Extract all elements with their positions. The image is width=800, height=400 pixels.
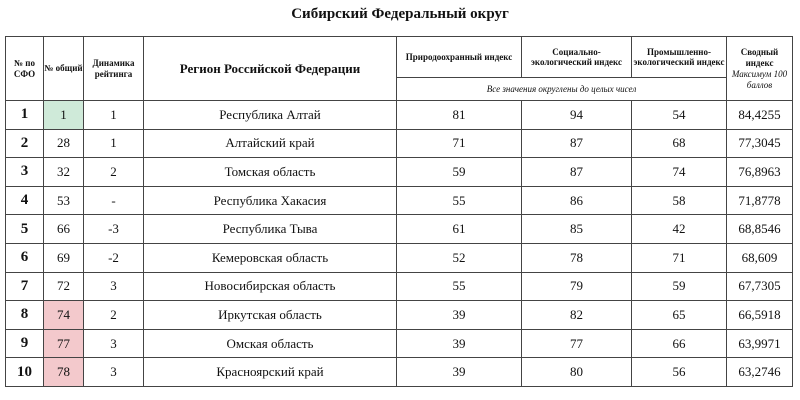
header-summary-sub: Максимум 100 баллов [731,68,788,90]
cell-industrial-index: 58 [632,186,727,215]
cell-nature-index: 39 [397,329,522,358]
cell-social-index: 86 [522,186,632,215]
cell-sfo-number: 7 [6,272,44,301]
cell-region: Республика Тыва [144,215,397,244]
cell-region: Республика Алтай [144,101,397,130]
header-summary-index [727,37,793,101]
cell-total-number: 78 [44,358,84,387]
cell-dynamics: -2 [84,243,144,272]
cell-summary-index: 77,3045 [727,129,793,158]
table-row [6,301,793,330]
cell-dynamics: 3 [84,358,144,387]
cell-dynamics: -3 [84,215,144,244]
cell-total-number: 74 [44,301,84,330]
cell-total-number: 28 [44,129,84,158]
cell-summary-index: 67,7305 [727,272,793,301]
cell-sfo-number: 3 [6,158,44,187]
cell-summary-index: 71,8778 [727,186,793,215]
header-region: Регион Российской Федерации [144,37,397,101]
cell-region: Омская область [144,329,397,358]
header-nature-index: Природоохранный индекс [397,37,522,78]
table-row [6,215,793,244]
cell-dynamics: 1 [84,129,144,158]
cell-region: Республика Хакасия [144,186,397,215]
cell-sfo-number: 10 [6,358,44,387]
table-row [6,186,793,215]
cell-region: Красноярский край [144,358,397,387]
cell-region: Кемеровская область [144,243,397,272]
cell-nature-index: 55 [397,272,522,301]
header-num-sfo: № по СФО [6,37,44,101]
cell-dynamics: 2 [84,301,144,330]
cell-dynamics: 3 [84,329,144,358]
cell-region: Иркутская область [144,301,397,330]
cell-nature-index: 52 [397,243,522,272]
cell-summary-index: 68,8546 [727,215,793,244]
cell-nature-index: 59 [397,158,522,187]
cell-dynamics: 1 [84,101,144,130]
table-row [6,101,793,130]
cell-social-index: 87 [522,129,632,158]
cell-social-index: 85 [522,215,632,244]
cell-nature-index: 71 [397,129,522,158]
header-dynamics: Динамика рейтинга [84,37,144,101]
cell-sfo-number: 5 [6,215,44,244]
cell-sfo-number: 1 [6,101,44,130]
cell-nature-index: 39 [397,358,522,387]
cell-social-index: 80 [522,358,632,387]
header-social-index: Социально-экологический индекс [522,37,632,78]
table-body [6,101,793,387]
cell-sfo-number: 4 [6,186,44,215]
cell-social-index: 82 [522,301,632,330]
cell-summary-index: 63,2746 [727,358,793,387]
cell-dynamics: - [84,186,144,215]
rating-table [5,36,793,387]
cell-summary-index: 84,4255 [727,101,793,130]
cell-summary-index: 63,9971 [727,329,793,358]
cell-dynamics: 3 [84,272,144,301]
cell-region: Новосибирская область [144,272,397,301]
cell-sfo-number: 2 [6,129,44,158]
header-industrial-index: Промышленно-экологический индекс [632,37,727,78]
cell-summary-index: 68,609 [727,243,793,272]
table-row [6,272,793,301]
cell-total-number: 1 [44,101,84,130]
table-row [6,158,793,187]
cell-total-number: 72 [44,272,84,301]
cell-industrial-index: 74 [632,158,727,187]
cell-total-number: 32 [44,158,84,187]
cell-sfo-number: 6 [6,243,44,272]
cell-social-index: 94 [522,101,632,130]
table-row [6,243,793,272]
cell-region: Томская область [144,158,397,187]
cell-summary-index: 66,5918 [727,301,793,330]
cell-nature-index: 81 [397,101,522,130]
cell-industrial-index: 42 [632,215,727,244]
cell-region: Алтайский край [144,129,397,158]
cell-nature-index: 39 [397,301,522,330]
cell-total-number: 66 [44,215,84,244]
cell-industrial-index: 68 [632,129,727,158]
cell-nature-index: 55 [397,186,522,215]
page-title: Сибирский Федеральный округ [291,6,509,22]
cell-dynamics: 2 [84,158,144,187]
header-summary-label: Сводный индекс [740,46,779,68]
cell-sfo-number: 9 [6,329,44,358]
header-num-total: № общий [44,37,84,101]
cell-industrial-index: 59 [632,272,727,301]
cell-total-number: 69 [44,243,84,272]
cell-industrial-index: 66 [632,329,727,358]
cell-social-index: 77 [522,329,632,358]
table-row [6,329,793,358]
cell-total-number: 53 [44,186,84,215]
cell-total-number: 77 [44,329,84,358]
cell-industrial-index: 54 [632,101,727,130]
cell-social-index: 78 [522,243,632,272]
cell-sfo-number: 8 [6,301,44,330]
header-rounding-note: Все значения округлены до целых чисел [397,78,727,101]
table-row [6,129,793,158]
cell-nature-index: 61 [397,215,522,244]
cell-social-index: 87 [522,158,632,187]
table-row [6,358,793,387]
cell-industrial-index: 71 [632,243,727,272]
cell-industrial-index: 65 [632,301,727,330]
cell-industrial-index: 56 [632,358,727,387]
cell-social-index: 79 [522,272,632,301]
cell-summary-index: 76,8963 [727,158,793,187]
